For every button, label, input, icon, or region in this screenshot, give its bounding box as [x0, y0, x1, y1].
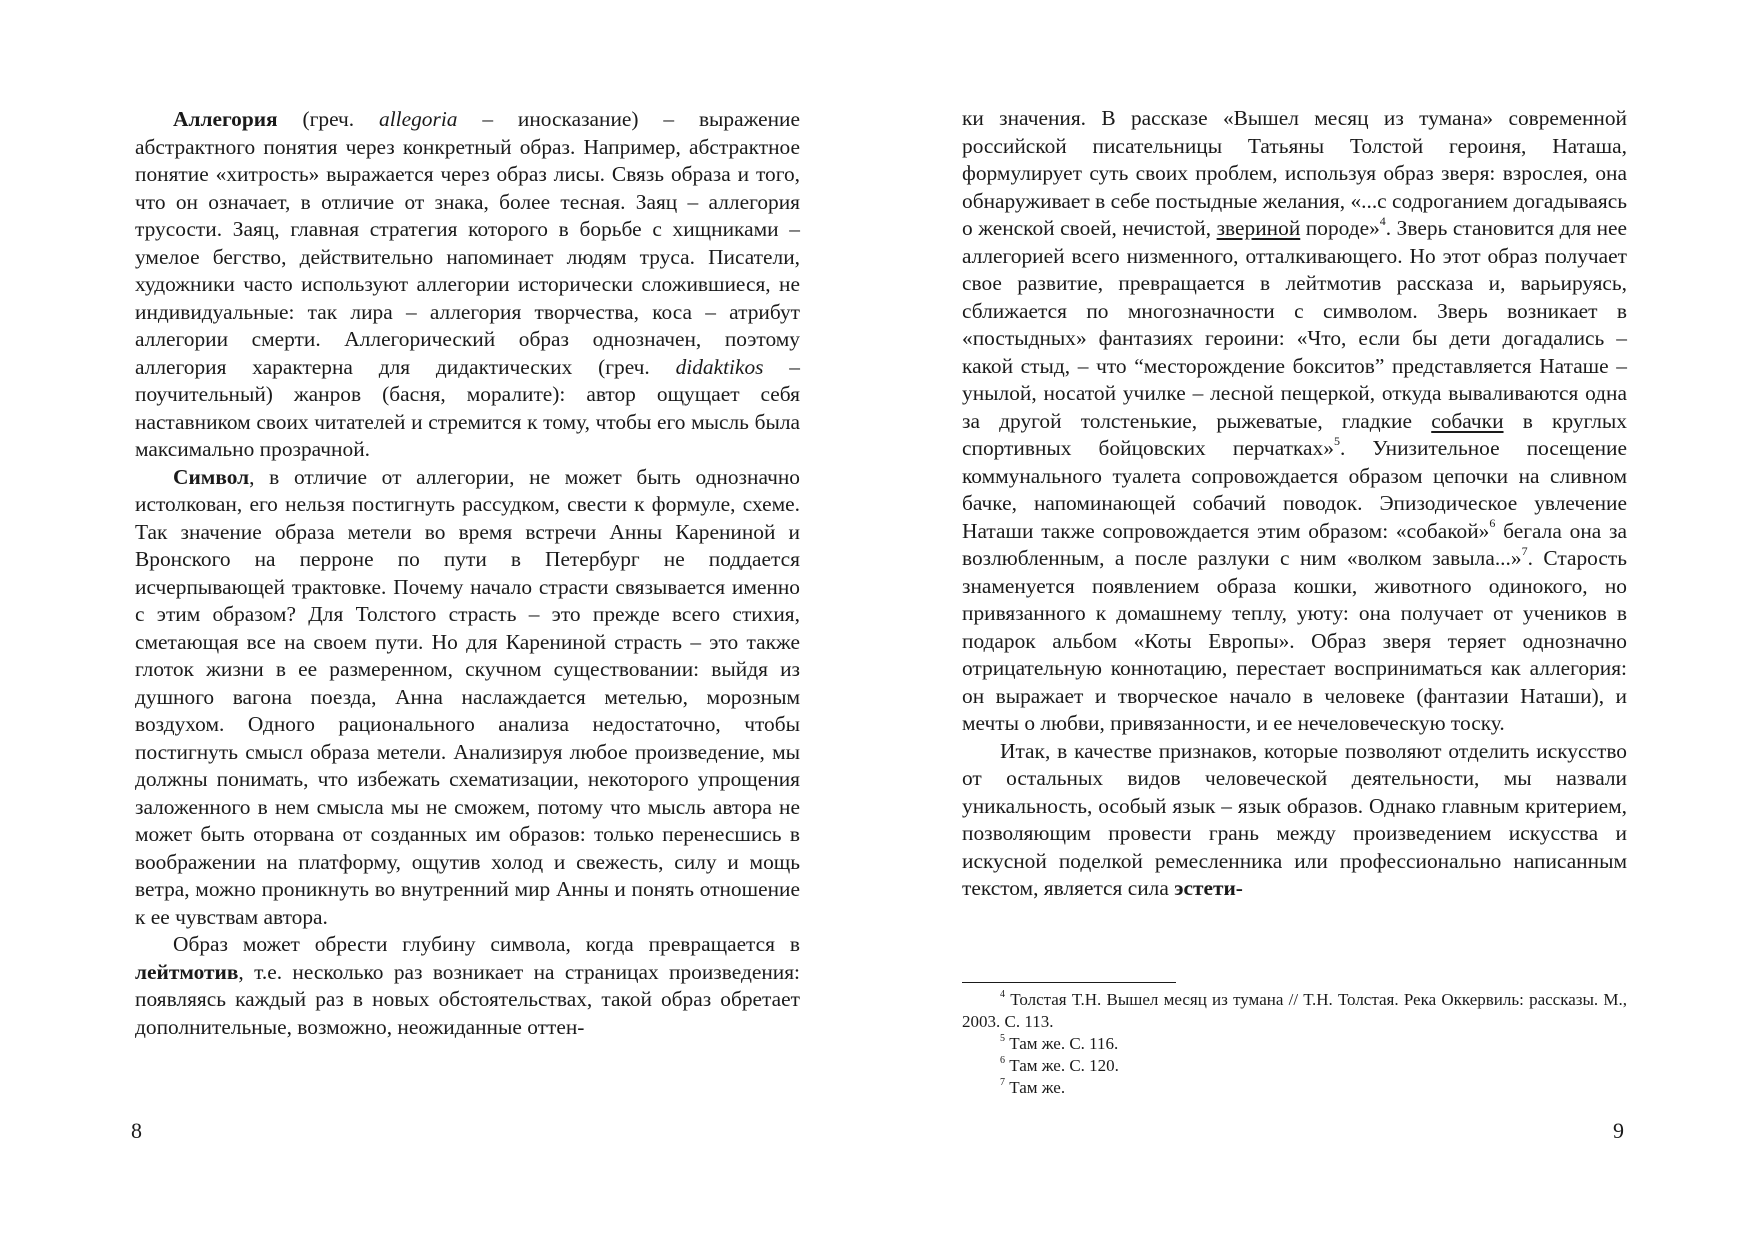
- term-leitmotif: лейтмотив: [135, 959, 239, 984]
- paragraph-allegory: Аллегория (греч. allegoria – иносказание) – выражение абстрактного понятия через конкретный образ. Например, абстрактное понятие «хитрость» выражается через образ лисы. Связь образа и того, что он означает, в отличие от знака, более тесная. Заяц – аллегория трусости. Заяц, главная стратегия которого в борьбе с хищниками – умелое бегство, действительно напоминает людям труса. Писатели, художники часто используют аллегории исторически сложившиеся, не индивидуальные: так лира – аллегория творчества, коса – атрибут аллегории смерти. Аллегорический образ однозначен, поэтому аллегория характерна для дидактических (греч. didaktikos – поучительный) жанров (басня, моралите): автор ощущает себя наставником своих читателей и стремится к тому, чтобы его мысль была максимально прозрачной.: [135, 107, 801, 461]
- footnote-ref: 5: [1333, 433, 1340, 448]
- latin-word: didaktikos: [675, 354, 764, 379]
- term-allegory: Аллегория: [173, 107, 278, 131]
- bold-word: эстети-: [1174, 876, 1243, 900]
- underlined-word: звериной: [1216, 216, 1301, 240]
- page-number: 8: [131, 1118, 142, 1143]
- term-symbol: Символ: [173, 464, 250, 489]
- right-page: [877, 0, 1755, 1240]
- footnote-ref: 4: [1379, 213, 1386, 228]
- footnote: $^6$ Там же. С. 120.: [1000, 1055, 1119, 1075]
- page-number: 9: [1613, 1118, 1624, 1143]
- left-page-text: [135, 106, 800, 1041]
- right-page-text: [962, 105, 1627, 903]
- latin-word: allegoria: [379, 107, 458, 131]
- footnote-ref: 6: [1489, 516, 1496, 531]
- footnote-ref: 7: [1521, 543, 1528, 558]
- left-page: [0, 0, 877, 1240]
- paragraph-leitmotif: Образ может обрести глубину символа, когда превращается в лейтмотив, т.е. несколько раз возникает на страницах произведения: появляясь каждый раз в новых обстоятельствах, такой образ обретает дополнительные, возможно, неожиданные оттен-: [135, 932, 800, 1039]
- footnotes: [962, 989, 1627, 1099]
- paragraph-symbol: Символ, в отличие от аллегории, не может быть однозначно истолкован, его нельзя постигнуть рассудком, свести к формуле, схеме. Так значение образа метели во время встречи Анны Карениной и Вронского на перроне по пути в Петербург не поддается исчерпывающей трактовке. Почему начало страсти связывается именно с этим образом? Для Толстого страсть – это прежде всего стихия, сметающая все на своем пути. Но для Карениной страсть – это также глоток жизни в ее размеренном, скучном существовании: выйдя из душного вагона поезда, Анна наслаждается метелью, морозным воздухом. Одного рационального анализа недостаточно, чтобы постигнуть смысл образа метели. Анализируя любое произведение, мы должны понимать, что избежать схематизации, некоторого упрощения заложенного в нем смысла мы не сможем, потому что мысль автора не может быть оторвана от созданных им образов: только перенесшись в воображении на платформу, ощутив холод и свежесть, силу и мощь ветра, можно проникнуть во внутренний мир Анны и понять отношение к ее чувствам автора.: [135, 464, 800, 929]
- underlined-word: собачки: [1431, 408, 1504, 433]
- paragraph-continuation: ки значения. В рассказе «Вышел месяц из тумана» современной российской писательницы Татьяны Толстой героиня, Наташа, формулирует суть своих проблем, используя образ зверя: взрослея, она обнаруживает в себе постыдные желания, «...с содроганием догадываясь о женской своей, нечистой, звериной породе»$^4$. Зверь становится для нее аллегорией всего низменного, отталкивающего. Но этот образ получает свое развитие, превращается в лейтмотив рассказа и, варьируясь, сближается по многозначности с символом. Зверь возникает в «постыдных» фантазиях героини: «Что, если бы дети догадались – какой стыд, – что “месторождение бокситов” представляется Наташе – унылой, носатой училке – лесной пещеркой, откуда вываливаются одна за другой толстенькие, рыжеватые, гладкие собачки в круглых спортивных бойцовских перчатках»$^5$. Унизительное посещение коммунального туалета сопровождается образом цепочки на сливном бачке, напоминающей собачий поводок. Эпизодическое увлечение Наташи также сопровождается этим образом: «собакой»$^6$ бегала она за возлюбленным, а после разлуки с ним «волком завыла...»$^7$. Старость знаменуется появлением образа кошки, животного одинокого, но привязанного к домашнему теплу, уюту: она получает от учеников в подарок альбом «Коты Европы». Образ зверя теряет однозначно отрицательную коннотацию, перестает восприниматься как аллегория: он выражает и творческое начало в человеке (фантазии Наташи), и мечты о любви, привязанности, и ее нечеловеческую тоску.: [962, 106, 1628, 735]
- paragraph-conclusion: Итак, в качестве признаков, которые позволяют отделить искусство от остальных видов человеческой деятельности, мы назвали уникальность, особый язык – язык образов. Однако главным критерием, позволяющим провести грань между произведением искусства и искусной поделкой ремесленника или профессионально написанным текстом, является сила эстети-: [962, 738, 1627, 900]
- footnote: $^5$ Там же. С. 116.: [1000, 1033, 1119, 1053]
- footnote: $^7$ Там же.: [1000, 1077, 1066, 1097]
- footnote: $^4$ Толстая Т.Н. Вышел месяц из тумана // Т.Н. Толстая. Река Оккервиль: рассказы. М., 2003. С. 113.: [962, 989, 1627, 1031]
- footnote-divider: [962, 982, 1176, 983]
